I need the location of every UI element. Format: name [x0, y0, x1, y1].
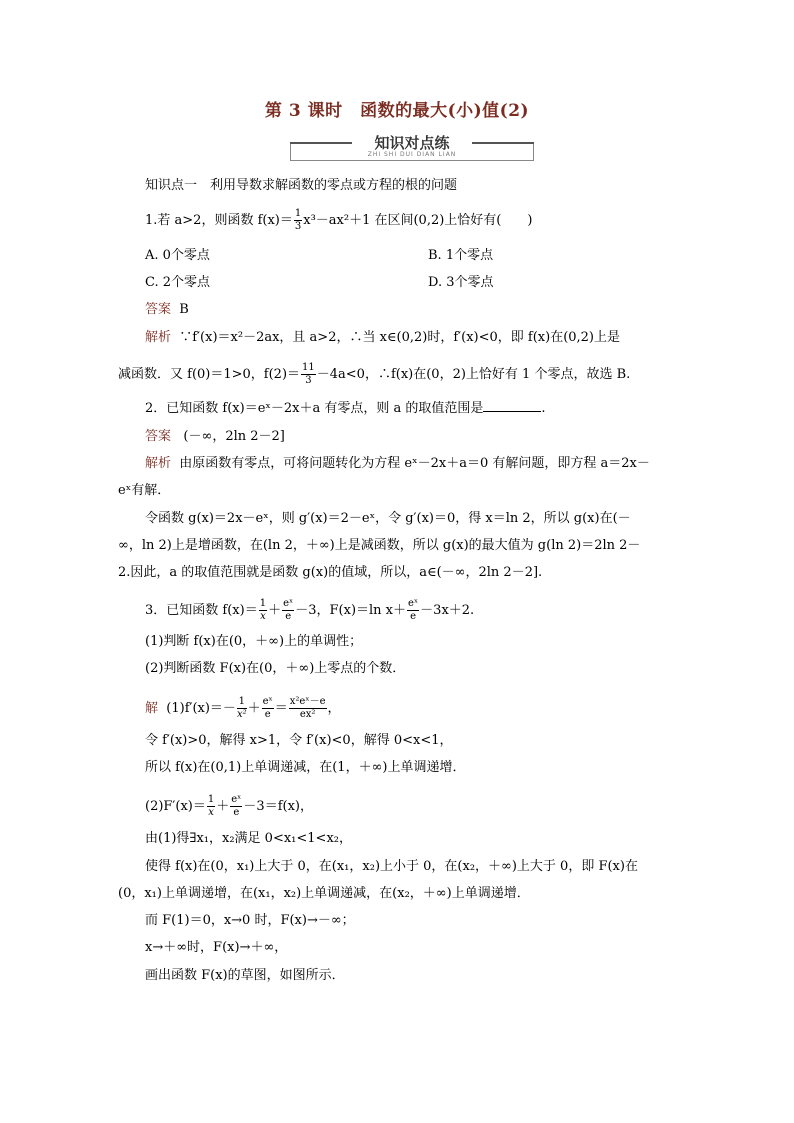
q3-solution-10: 画出函数 F(x)的草图，如图所示． [145, 968, 345, 983]
q1-analysis-2b: －4a<0，∴f(x)在(0，2)上恰好有 1 个零点，故选 B. [316, 367, 631, 382]
q3-stem-b: ＋ [268, 603, 282, 618]
q3-part-1: (1)判断 f(x)在(0，＋∞)上的单调性； [145, 634, 363, 649]
q3-s4-frac-2 [230, 794, 242, 819]
q3-s4c: －3＝f(x)， [243, 799, 313, 814]
q1-stem [145, 208, 532, 233]
q3-s1-frac-1-num: 1 [238, 696, 245, 707]
q2-para-1: 令函数 g(x)＝2x－eˣ，则 g′(x)＝2－eˣ，令 g′(x)＝0，得 x＝ln 2，所以 g(x)在(－ [145, 511, 631, 526]
q3-stem-a: 3．已知函数 f(x)＝ [145, 603, 258, 618]
q3-frac-3-den: e [410, 611, 417, 622]
q3-s1a: (1)f′(x)＝－ [166, 701, 236, 716]
q3-s4-frac-1-den: x [208, 807, 214, 818]
q3-s1-frac-2-den: e [264, 709, 271, 720]
q3-s1c: ＝ [274, 701, 288, 716]
q1-stem-a: 1.若 a>2，则函数 f(x)＝ [145, 213, 293, 228]
q1-option-c: C. 2个零点 [145, 275, 211, 290]
q1-analysis-2a: 减函数．又 f(0)＝1>0，f(2)＝ [118, 367, 301, 382]
q3-s1-frac-1 [237, 696, 247, 721]
q3-s4-frac-1-num: 1 [207, 794, 215, 805]
q3-solution-5: 由(1)得∃x₁，x₂满足 0<x₁<1<x₂， [145, 831, 352, 846]
q3-stem-c: －3，F(x)＝ln x＋ [295, 603, 407, 618]
q1-frac-num: 1 [294, 208, 302, 219]
q1-answer-value: B [179, 302, 189, 317]
q2-answer-value: (－∞，2ln 2－2] [183, 429, 285, 444]
q3-frac-3 [407, 598, 419, 623]
q1-analysis-frac-num: 11 [302, 362, 315, 373]
q1-option-a: A. 0个零点 [145, 248, 210, 263]
q3-solution-9: x→＋∞时，F(x)→＋∞， [145, 940, 288, 955]
q1-frac-den: 3 [294, 221, 302, 232]
q3-solution-label: 解 [145, 701, 159, 716]
q3-s4b: ＋ [216, 799, 230, 814]
badge-title: 知识对点练 [374, 134, 450, 152]
q3-solution-3: 所以 f(x)在(0,1)上单调递减，在(1，＋∞)上单调递增． [145, 760, 466, 775]
q3-s1-frac-3 [289, 696, 327, 721]
q2-answer [145, 427, 285, 447]
q3-frac-1-num: 1 [259, 598, 267, 609]
q1-analysis-2 [118, 362, 630, 387]
q1-fraction [294, 208, 302, 233]
q3-stem [145, 598, 474, 623]
q3-frac-3-num: eˣ [408, 598, 419, 609]
q1-answer [145, 300, 189, 320]
q1-analysis-1 [145, 328, 620, 348]
section-badge [290, 132, 534, 162]
q1-stem-b: x³－ax²＋1 在区间(0,2)上恰好有( ) [303, 213, 533, 228]
q3-frac-2 [282, 598, 294, 623]
q1-analysis-fraction [301, 362, 316, 387]
q3-s1-frac-2 [262, 696, 274, 721]
q2-answer-blank [483, 399, 541, 412]
q3-frac-2-den: e [285, 611, 292, 622]
q3-frac-1 [259, 598, 267, 623]
q3-s1d: ， [327, 701, 341, 716]
q3-solution-8: 而 F(1)＝0，x→0 时，F(x)→－∞； [145, 913, 355, 928]
q2-stem-text: 2．已知函数 f(x)＝eˣ－2x＋a 有零点，则 a 的取值范围是 [145, 401, 484, 416]
q3-s1-frac-3-den: ex² [299, 709, 316, 720]
q2-stem-end: . [541, 401, 546, 416]
q2-para-2: ∞，ln 2)上是增函数，在(ln 2，＋∞)上是减函数，所以 g(x)的最大值为 g(ln 2)＝2ln 2－ [118, 538, 641, 553]
q3-solution-6: 使得 f(x)在(0，x₁)上大于 0，在(x₁，x₂)上小于 0，在(x₂，＋∞)上大于 0，即 F(x)在 [145, 859, 638, 874]
q3-frac-1-den: x [260, 611, 266, 622]
q2-answer-label: 答案 [145, 429, 172, 444]
q2-analysis-2: eˣ有解． [118, 483, 171, 498]
q3-s1-frac-3-num: x²eˣ－e [289, 696, 326, 707]
q2-analysis-1 [145, 454, 650, 474]
q3-s1b: ＋ [247, 701, 261, 716]
section-heading: 知识点一 利用导数求解函数的零点或方程的根的问题 [145, 178, 458, 193]
q2-stem [145, 399, 546, 419]
q3-solution-7: (0，x₁)上单调递增，在(x₁，x₂)上单调递减，在(x₂，＋∞)上单调递增． [118, 886, 530, 901]
q3-s4-frac-2-den: e [233, 807, 240, 818]
q2-para-3: 2.因此，a 的取值范围就是函数 g(x)的值域，所以，a∈(－∞，2ln 2－2]. [118, 565, 543, 580]
badge-subtitle: ZHI SHI DUI DIAN LIAN [367, 151, 457, 158]
q2-analysis-label: 解析 [145, 456, 172, 471]
q1-answer-label: 答案 [145, 302, 172, 317]
q3-stem-d: －3x＋2. [420, 603, 475, 618]
page-title: 第 3 课时 函数的最大(小)值(2) [264, 101, 530, 121]
q2-analysis-text-1: 由原函数有零点，可将问题转化为方程 eˣ－2x＋a＝0 有解问题，即方程 a＝2x－ [179, 456, 650, 471]
q3-s1-frac-2-num: eˣ [262, 696, 273, 707]
q3-s1-frac-1-den: x² [236, 709, 247, 720]
q1-analysis-text-1: ∵f′(x)＝x²－2ax，且 a>2，∴当 x∈(0,2)时，f′(x)<0，即 f(x)在(0,2)上是 [179, 330, 621, 345]
q3-s4-frac-2-num: eˣ [231, 794, 242, 805]
q3-solution-2: 令 f′(x)>0，解得 x>1，令 f′(x)<0，解得 0<x<1， [145, 733, 453, 748]
q3-s4-frac-1 [207, 794, 215, 819]
q1-analysis-frac-den: 3 [305, 375, 312, 386]
q1-option-d: D. 3个零点 [428, 275, 494, 290]
q1-option-b: B. 1个零点 [428, 248, 494, 263]
q1-analysis-label: 解析 [145, 330, 172, 345]
q3-solution-4 [145, 794, 313, 819]
q3-s4a: (2)F′(x)＝ [145, 799, 206, 814]
q3-frac-2-num: eˣ [283, 598, 294, 609]
q3-solution-1 [145, 696, 341, 721]
q3-part-2: (2)判断函数 F(x)在(0，＋∞)上零点的个数． [145, 661, 406, 676]
